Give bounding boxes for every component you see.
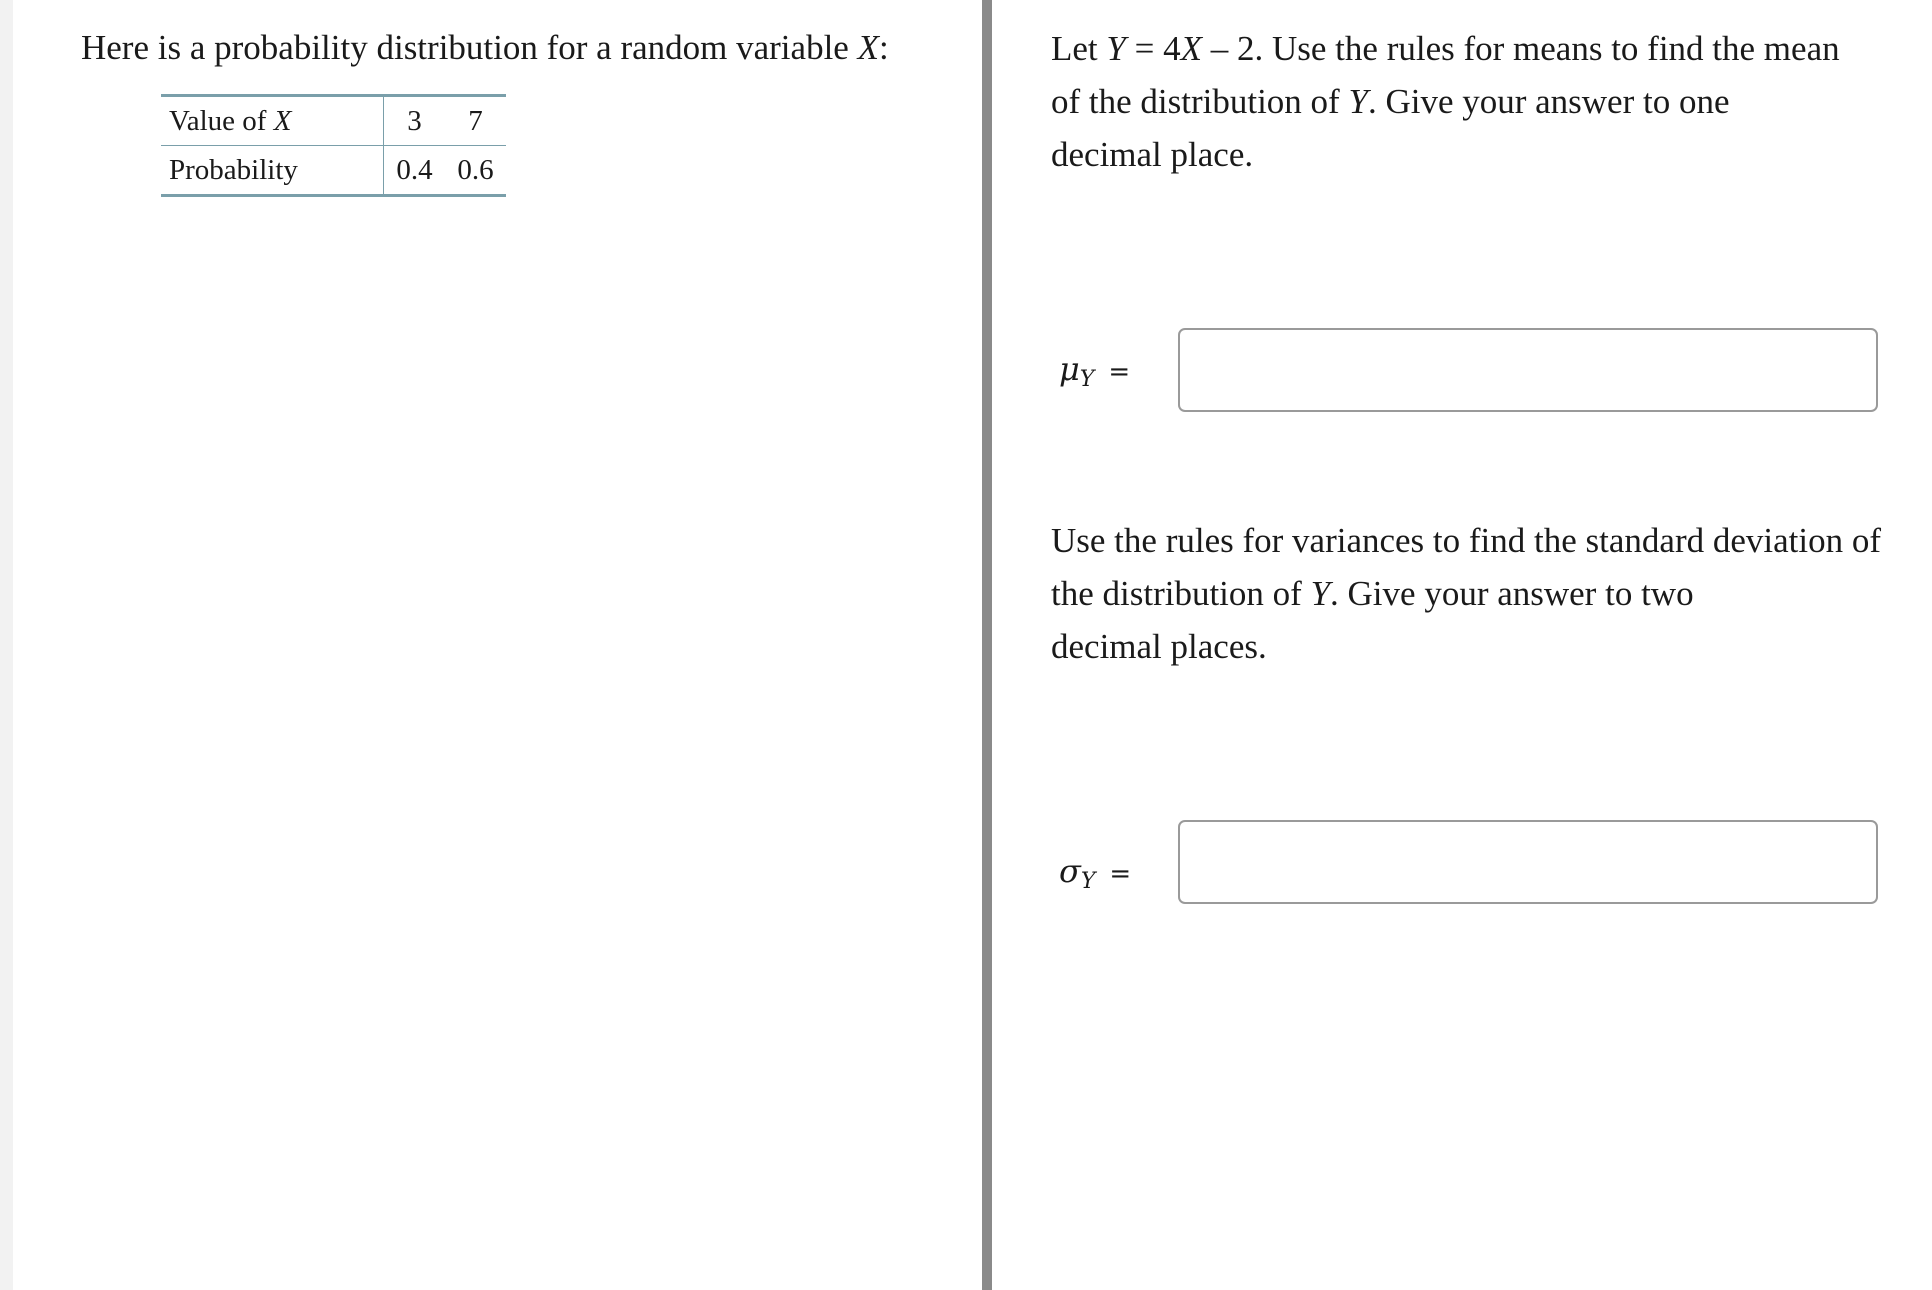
intro-prefix: Here is a probability distribution for a random variable [81,28,858,67]
question-mean-text [1051,22,1911,181]
mean-answer-input[interactable] [1178,328,1878,412]
left-pane [13,0,982,1290]
value-cell: 7 [446,96,506,146]
row-header-value: Value of X [161,96,383,146]
question-line: Let Y = 4X – 2. Use the rules for means to find the mean [1051,29,1840,68]
question-sd-text [1051,514,1911,673]
table-row-probabilities [161,146,506,196]
probability-cell: 0.4 [396,153,433,186]
left-edge-strip [0,0,13,1290]
intro-suffix: : [878,28,889,67]
probability-cell: 0.6 [457,153,494,186]
sd-answer-input[interactable] [1178,820,1878,904]
question-line: Use the rules for variances to find the standard deviation of [1051,521,1882,560]
table-row-values [161,96,506,146]
intro-text [81,24,889,72]
question-line: decimal places. [1051,627,1267,666]
value-cell: 3 [383,96,446,146]
pane-divider[interactable] [982,0,992,1290]
sd-label: $\sigma_Y$ = [1059,852,1132,894]
right-pane [992,0,1932,1290]
question-line: decimal place. [1051,135,1254,174]
question-line: of the distribution of Y. Give your answer to one [1051,82,1730,121]
question-line: the distribution of Y. Give your answer to two [1051,574,1694,613]
row-header-probability: Probability [161,146,383,196]
intro-variable: X [857,28,879,67]
probability-distribution-table [161,94,506,197]
mean-label: $\mu_Y$ = [1059,350,1131,392]
